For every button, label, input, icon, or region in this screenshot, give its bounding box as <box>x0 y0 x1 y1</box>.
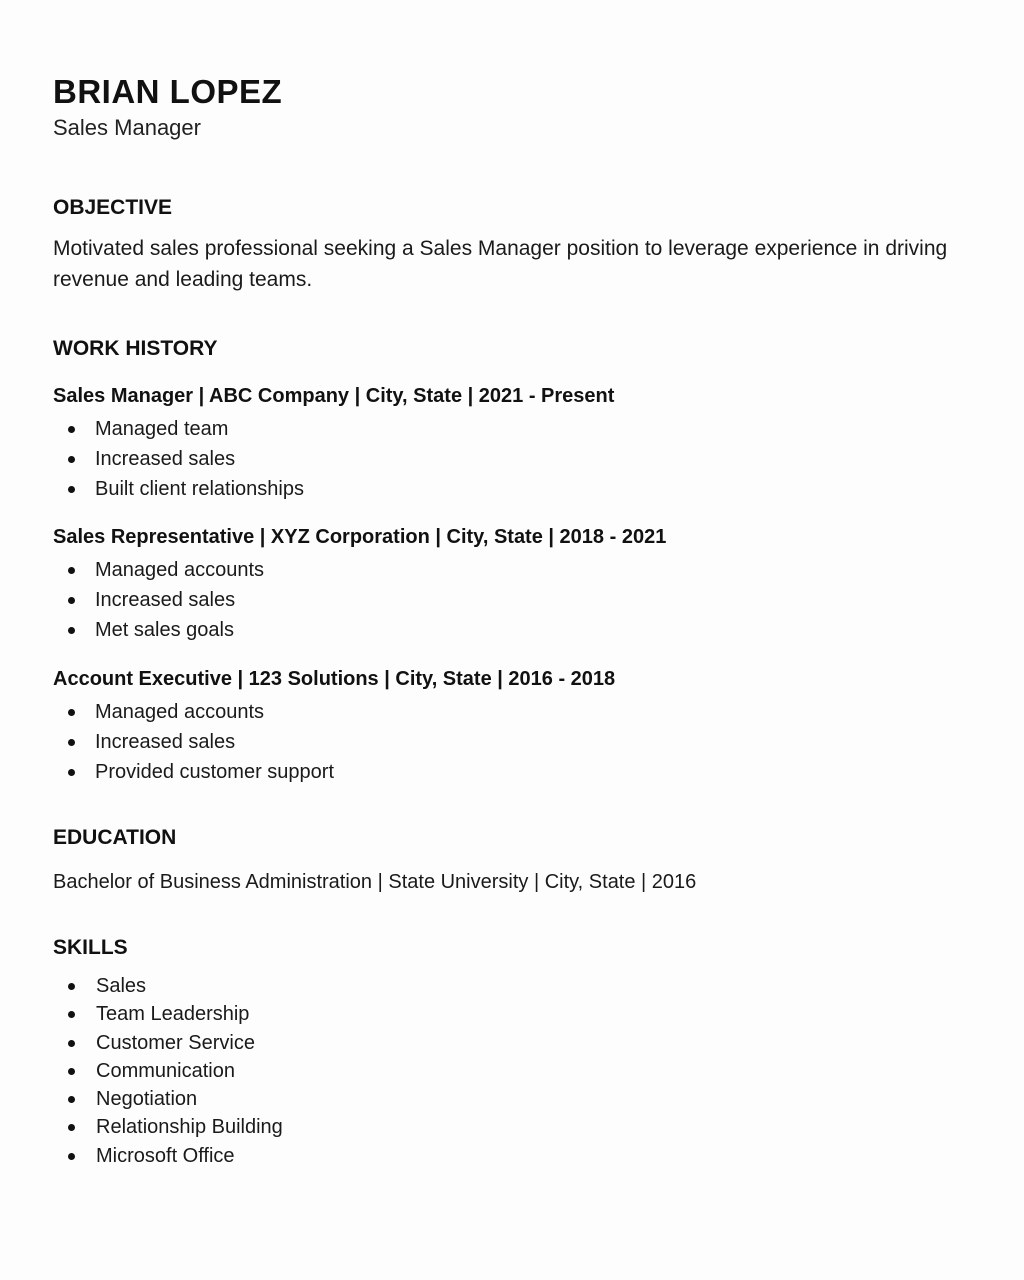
bullet-text: Managed accounts <box>95 559 265 581</box>
bullet-text: Provided customer support <box>95 761 335 783</box>
skill-text: Relationship Building <box>96 1116 283 1139</box>
skill-text: Sales <box>96 975 147 997</box>
list-item <box>53 1085 953 1113</box>
bullet-text: Managed accounts <box>95 701 265 723</box>
objective-text: Motivated sales professional seeking a Sales Manager position to leverage experience in driving revenue and leading teams. <box>53 237 948 291</box>
list-item <box>53 697 953 727</box>
list-item <box>53 1057 953 1085</box>
bullet-text: Increased sales <box>95 731 236 753</box>
bullet-icon <box>68 627 75 634</box>
job-bullets-2 <box>53 555 953 645</box>
list-item <box>53 585 953 615</box>
job-title-1: Sales Manager | ABC Company | City, State | 2021 - Present <box>53 385 615 407</box>
skill-text: Team Leadership <box>96 1003 250 1026</box>
education-text: Bachelor of Business Administration | State University | City, State | 2016 <box>53 871 697 893</box>
work-history-heading: WORK HISTORY <box>53 337 218 360</box>
bullet-icon <box>68 597 75 604</box>
list-item <box>53 1029 953 1057</box>
skill-text: Negotiation <box>96 1088 198 1111</box>
bullet-icon <box>68 709 75 716</box>
bullet-icon <box>68 567 75 574</box>
education-heading: EDUCATION <box>53 826 177 849</box>
bullet-text: Increased sales <box>95 448 236 470</box>
bullet-icon <box>68 1040 75 1047</box>
bullet-icon <box>68 1124 75 1131</box>
bullet-icon <box>68 739 75 746</box>
resume-page <box>53 72 953 1170</box>
bullet-icon <box>68 1096 75 1103</box>
list-item <box>53 474 953 504</box>
list-item <box>53 555 953 585</box>
skills-heading: SKILLS <box>53 936 128 959</box>
objective-heading: OBJECTIVE <box>53 196 173 219</box>
list-item <box>53 757 953 787</box>
list-item <box>53 1142 953 1170</box>
job-bullets-1 <box>53 414 953 504</box>
bullet-icon <box>68 1153 75 1160</box>
list-item <box>53 972 953 1000</box>
skill-text: Microsoft Office <box>96 1144 235 1167</box>
bullet-icon <box>68 456 75 463</box>
list-item <box>53 727 953 757</box>
list-item <box>53 1113 953 1141</box>
list-item <box>53 615 953 645</box>
job-bullets-3 <box>53 697 953 787</box>
bullet-icon <box>68 486 75 493</box>
list-item <box>53 444 953 474</box>
bullet-text: Met sales goals <box>95 619 234 641</box>
bullet-icon <box>68 983 75 990</box>
candidate-title: Sales Manager <box>53 115 201 140</box>
candidate-name: BRIAN LOPEZ <box>53 73 283 110</box>
bullet-icon <box>68 426 75 433</box>
bullet-icon <box>68 1068 75 1075</box>
skills-list <box>53 972 953 1170</box>
job-title-2: Sales Representative | XYZ Corporation | City, State | 2018 - 2021 <box>53 526 667 548</box>
skill-text: Customer Service <box>96 1031 255 1054</box>
bullet-icon <box>68 769 75 776</box>
job-title-3: Account Executive | 123 Solutions | City, State | 2016 - 2018 <box>53 668 616 690</box>
list-item <box>53 1000 953 1028</box>
skill-text: Communication <box>96 1059 235 1082</box>
bullet-text: Managed team <box>95 418 229 440</box>
bullet-icon <box>68 1011 75 1018</box>
bullet-text: Increased sales <box>95 589 236 611</box>
list-item <box>53 414 953 444</box>
bullet-text: Built client relationships <box>95 478 304 500</box>
